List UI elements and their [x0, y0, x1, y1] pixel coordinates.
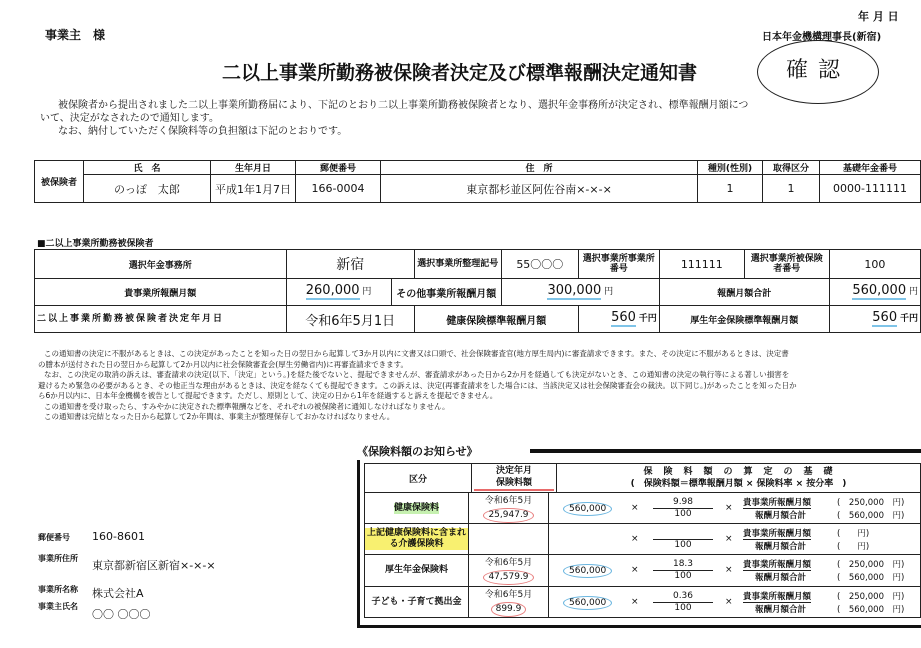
- own-pay-caption: 貴事業所報酬月額: [743, 560, 812, 570]
- office-symbol-value: 55〇〇〇: [501, 250, 578, 279]
- rate-numerator: 0.36: [653, 591, 713, 603]
- total-pay-label: 報酬月額合計: [659, 279, 829, 306]
- premium-basis-formula: ( 保険料額＝標準報酬月額 × 保険料率 × 按分率 ): [630, 479, 847, 489]
- rate-numerator: [653, 528, 713, 540]
- premium-left-rule: [357, 460, 360, 626]
- premium-formula: [555, 590, 920, 615]
- own-pay-caption: 貴事業所報酬月額: [743, 592, 812, 602]
- rate-fraction: [653, 591, 713, 614]
- insured-pension-no: 0000-111111: [820, 175, 921, 203]
- premium-row: [364, 493, 921, 524]
- premium-formula: [555, 527, 920, 552]
- rate-denominator: 100: [674, 603, 692, 613]
- pension-std-unit: 千円: [899, 314, 918, 324]
- rate-denominator: 100: [674, 509, 692, 519]
- own-pay-amount: 250,000: [848, 592, 884, 602]
- notes: [38, 349, 797, 423]
- premium-title-text: 保険料額のお知らせ: [368, 445, 467, 458]
- stamp-text: 確認: [786, 58, 851, 83]
- decision-date-value: 令和6年5月1日: [286, 306, 414, 333]
- premium-row-label-text: 厚生年金保険料: [384, 565, 448, 575]
- total-pay-amount-wrap: ( 円): [837, 542, 870, 552]
- header-kind: 種別(性別): [698, 161, 763, 175]
- yen-unit: 円: [892, 605, 902, 615]
- premium-row-label-text: 上記健康保険料に含まれる介護保険料: [366, 528, 466, 549]
- confirm-stamp: [757, 40, 879, 104]
- note-1: この通知書の決定に不服があるときは、この決定があったことを知った日の翌日から起算して3か月以内に文書又は口頭で、社会保険審査官(地方厚生局内)に審査請求できます。また、その決定に不服があるときは、決定書: [44, 349, 789, 358]
- total-pay-amount: 560,000: [848, 605, 884, 615]
- premium-decision-month: 令和6年5月: [484, 590, 533, 600]
- health-std-unit: 千円: [638, 314, 657, 324]
- premium-row-label: [365, 587, 469, 617]
- decision-date-label: 二以上事業所勤務被保険者決定年月日: [35, 306, 287, 333]
- pension-std-label: 厚生年金保険標準報酬月額: [659, 306, 829, 333]
- office-number-value: 111111: [659, 250, 744, 279]
- premium-basis-title: 保 険 料 額 の 算 定 の 基 礎: [643, 467, 834, 477]
- employer-salutation: 事業主 様: [45, 28, 106, 42]
- header-birth: 生年月日: [211, 161, 296, 175]
- health-std-value: 560: [611, 310, 636, 325]
- premium-amount: 47,579.9: [483, 570, 533, 585]
- yen-unit: 円: [892, 560, 902, 570]
- times-sign: ×: [725, 565, 733, 575]
- times-sign: ×: [631, 503, 639, 513]
- note-7: この通知書は完結となった日から起算して2か年間は、事業主が整理保存しておかなければなりません。: [44, 412, 395, 421]
- insured-address: 東京都杉並区阿佐谷南×-×-×: [381, 175, 698, 203]
- pension-std-value: 560: [872, 310, 898, 325]
- premium-std-amount: 560,000: [563, 564, 612, 578]
- premium-std-amount: 560,000: [563, 596, 612, 610]
- premium-std-wrap: [563, 502, 612, 516]
- note-3: なお、この決定の取消の訴えは、審査請求の決定(以下、「決定」という。)を経た後でないと、提起できませんが、審査請求があった日から2か月を経過しても決定がないとき、この通知書の決定の執行等による著しい損害を: [44, 370, 790, 379]
- premium-row-decision: [469, 524, 549, 554]
- multi-office-table: [34, 249, 921, 333]
- premium-table: [364, 463, 921, 493]
- own-pay-value: 260,000: [305, 283, 360, 298]
- header-postal: 郵便番号: [296, 161, 381, 175]
- other-pay-label: その他事業所報酬月額: [391, 279, 501, 306]
- employer-name-value: 株式会社A: [92, 587, 144, 600]
- premium-row-decision: [469, 555, 549, 586]
- total-pay-amount-wrap: ( 560,000 円): [837, 605, 905, 615]
- own-pay-amount-wrap: ( 250,000 円): [837, 498, 905, 508]
- rate-numerator: 9.98: [653, 497, 713, 509]
- rate-denominator: 100: [674, 571, 692, 581]
- premium-formula: [555, 558, 920, 584]
- total-pay-caption: 報酬月額合計: [755, 511, 807, 521]
- times-sign: ×: [725, 534, 733, 544]
- insured-kind: 1: [698, 175, 763, 203]
- premium-col-amount: 保険料額: [474, 477, 554, 491]
- other-pay-value: 300,000: [547, 283, 602, 298]
- employer-name-label: 事業所名称: [38, 585, 78, 594]
- yen-unit: 円: [892, 511, 902, 521]
- own-pay-yen: 円: [362, 287, 372, 297]
- yen-unit: 円: [892, 498, 902, 508]
- intro-line-2: いて、決定がなされたので通知します。: [40, 113, 219, 124]
- header-pension-no: 基礎年金番号: [820, 161, 921, 175]
- insured-acquire: 1: [763, 175, 820, 203]
- insured-number-value: 100: [829, 250, 920, 279]
- note-4: 避けるため緊急の必要があるとき、その他正当な理由があるときは、決定を経なくても提起できます。この訴えは、決定(再審査請求をした場合には、当該決定又は社会保険審査会の裁決。以下同じ。)があったことを知った日か: [38, 380, 797, 390]
- insured-table: [34, 160, 921, 203]
- times-sign: ×: [631, 534, 639, 544]
- insured-row-label: 被保険者: [35, 161, 84, 203]
- premium-std-wrap: [563, 596, 612, 610]
- selected-office-value: 新宿: [286, 250, 414, 279]
- premium-decision-month: 令和6年5月: [484, 558, 533, 568]
- health-std-label: 健康保険標準報酬月額: [414, 306, 578, 333]
- times-sign: ×: [631, 597, 639, 607]
- yen-unit: 円: [892, 592, 902, 602]
- rate-fraction: [653, 559, 713, 582]
- premium-row-label: [365, 524, 469, 554]
- own-pay-amount: 250,000: [848, 560, 884, 570]
- insured-birth: 平成1年1月7日: [211, 175, 296, 203]
- office-symbol-label: 選択事業所整理記号: [414, 250, 501, 279]
- own-pay-label: 貴事業所報酬月額: [35, 279, 287, 306]
- rate-denominator: 100: [674, 540, 692, 550]
- yen-unit: 円: [892, 573, 902, 583]
- own-pay-amount-wrap: ( 250,000 円): [837, 592, 905, 602]
- total-pay-value: 560,000: [852, 283, 907, 298]
- premium-row-decision: [469, 493, 549, 523]
- total-pay-amount: 560,000: [848, 511, 884, 521]
- rate-fraction: [653, 528, 713, 551]
- times-sign: ×: [631, 565, 639, 575]
- document-title: 二以上事業所勤務被保険者決定及び標準報酬決定通知書: [222, 62, 698, 84]
- employer-owner-label: 事業主氏名: [38, 602, 78, 611]
- employer-postal-value: 160-8601: [92, 530, 145, 543]
- other-pay-yen: 円: [604, 287, 614, 297]
- intro-line-3: なお、納付していただく保険料等の負担額は下記のとおりです。: [58, 126, 348, 137]
- times-sign: ×: [725, 503, 733, 513]
- premium-amount: 25,947.9: [483, 508, 533, 523]
- employer-address-value: 東京都新宿区新宿×-×-×: [92, 559, 216, 572]
- premium-col-decision: 決定年月: [495, 466, 532, 476]
- total-pay-caption: 報酬月額合計: [755, 605, 807, 615]
- total-pay-amount: 560,000: [848, 573, 884, 583]
- premium-decision-month: 令和6年5月: [484, 496, 533, 506]
- yen-unit: 円: [857, 542, 866, 552]
- premium-title: 《保険料額のお知らせ》: [357, 445, 478, 458]
- multi-section-title: ■二以上事業所勤務被保険者: [37, 239, 154, 249]
- own-pay-amount-wrap: ( 250,000 円): [837, 560, 905, 570]
- issuer: 日本年金機構理事長(新宿): [762, 32, 882, 43]
- premium-col-kubun: 区分: [365, 464, 472, 493]
- own-pay-amount: 250,000: [848, 498, 884, 508]
- selected-office-label: 選択年金事務所: [35, 250, 287, 279]
- total-pay-caption: 報酬月額合計: [755, 573, 807, 583]
- premium-row: [364, 524, 921, 555]
- insured-name: のっぽ 太郎: [84, 175, 211, 203]
- own-pay-caption: 貴事業所報酬月額: [743, 529, 812, 539]
- note-6: この通知書を受け取ったら、すみやかに決定された標準報酬などを、それぞれの被保険者に通知しなければなりません。: [44, 401, 450, 411]
- insured-postal: 166-0004: [296, 175, 381, 203]
- premium-row-label: [365, 493, 469, 523]
- insured-number-label: 選択事業所被保険者番号: [744, 250, 829, 279]
- date-label: 年 月 日: [858, 10, 899, 23]
- employer-postal-label: 郵便番号: [38, 533, 70, 542]
- employer-address-label: 事業所住所: [38, 554, 78, 563]
- rate-fraction: [653, 497, 713, 520]
- premium-amount: 899.9: [491, 602, 527, 617]
- total-pay-caption: 報酬月額合計: [755, 542, 807, 552]
- intro-line-1: 被保険者から提出されました二以上事業所勤務届により、下記のとおり二以上事業所勤務被保険者となり、選択年金事務所が決定され、標準報酬月額につ: [58, 100, 749, 111]
- rate-numerator: 18.3: [653, 559, 713, 571]
- times-sign: ×: [725, 597, 733, 607]
- premium-std-wrap: [563, 564, 612, 578]
- premium-row: [364, 555, 921, 587]
- total-pay-amount-wrap: ( 560,000 円): [837, 511, 905, 521]
- yen-unit: 円: [857, 529, 866, 539]
- premium-bottom-rule: [357, 625, 921, 628]
- total-pay-amount-wrap: ( 560,000 円): [837, 573, 905, 583]
- premium-row-label-text: 健康保険料: [393, 502, 439, 513]
- total-pay-yen: 円: [908, 287, 918, 297]
- premium-std-amount: 560,000: [563, 502, 612, 516]
- note-2: の謄本が送付された日の翌日から起算して2か月以内に社会保険審査会(厚生労働省内)に再審査請求できます。: [38, 359, 409, 369]
- header-address: 住 所: [381, 161, 698, 175]
- header-acquire: 取得区分: [763, 161, 820, 175]
- premium-formula: [555, 496, 920, 521]
- header-name: 氏 名: [84, 161, 211, 175]
- premium-title-rule: [530, 449, 921, 453]
- own-pay-amount-wrap: ( 円): [837, 529, 870, 539]
- employer-owner-value: 〇〇 〇〇〇: [92, 608, 151, 621]
- premium-row-decision: [469, 587, 549, 617]
- office-number-label: 選択事業所事業所番号: [578, 250, 659, 279]
- premium-row: [364, 587, 921, 618]
- own-pay-caption: 貴事業所報酬月額: [743, 498, 812, 508]
- premium-row-label-text: 子ども・子育て拠出金: [371, 596, 462, 607]
- premium-row-label: [365, 555, 469, 586]
- note-5: ら6か月以内に、日本年金機構を被告として提起できます。ただし、原則として、決定の日から1年を経過すると訴えを提起できません。: [38, 391, 498, 400]
